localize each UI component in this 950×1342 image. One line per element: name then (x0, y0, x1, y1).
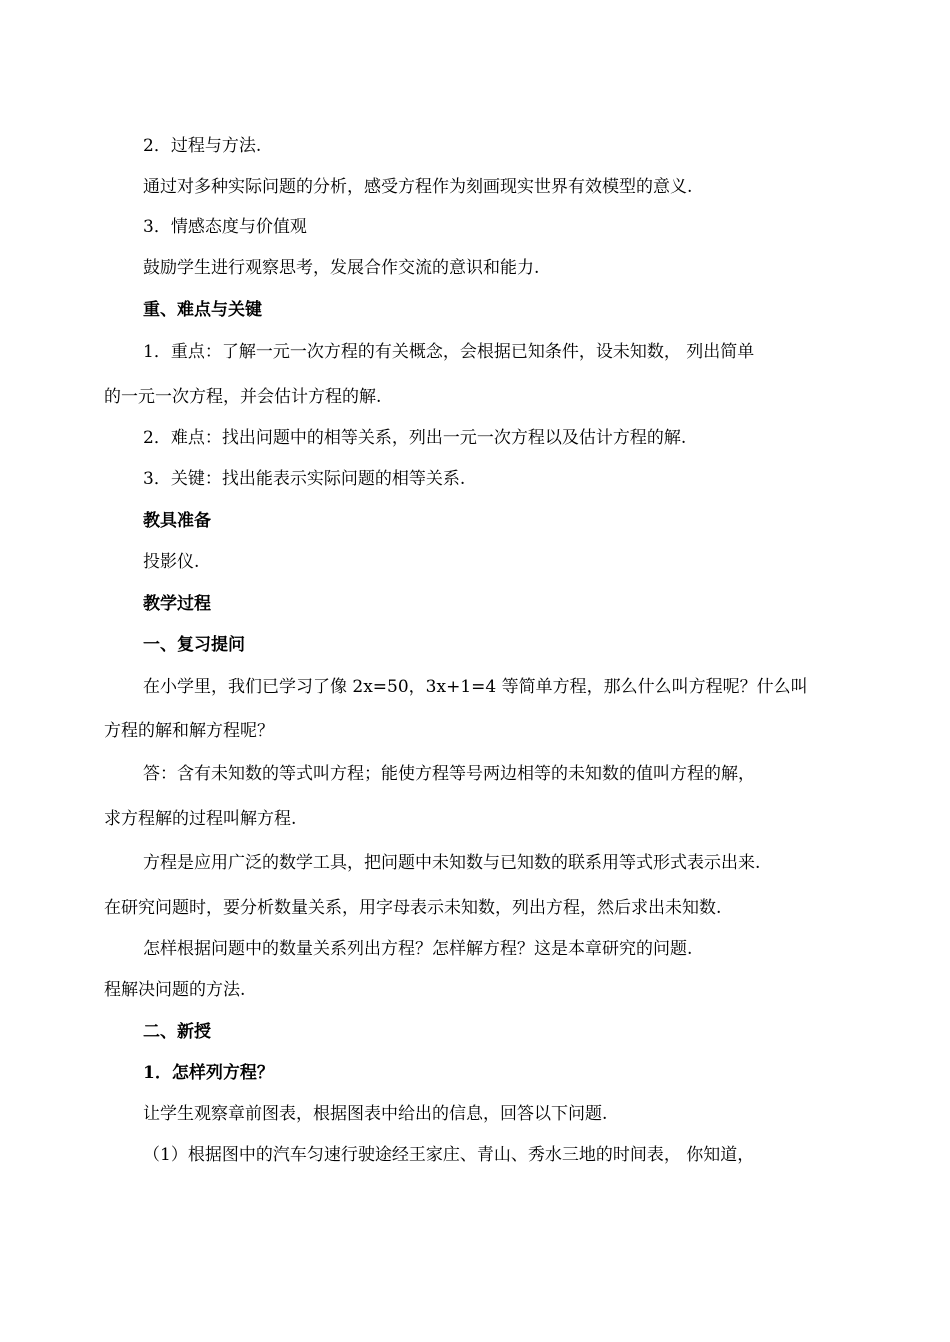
text-line-projector: 投影仪. (143, 552, 200, 572)
text-line-answer-continued: 求方程解的过程叫解方程. (104, 809, 297, 829)
text-line-observe-chart: 让学生观察章前图表，根据图表中给出的信息，回答以下问题. (143, 1104, 608, 1124)
text-line-key-point-continued: 的一元一次方程，并会估计方程的解. (104, 387, 382, 407)
text-line-key-point: 1．重点：了解一元一次方程的有关概念，会根据已知条件，设未知数， 列出简单 (143, 342, 755, 362)
text-line-answer: 答：含有未知数的等式叫方程；能使方程等号两边相等的未知数的值叫方程的解， (143, 764, 755, 784)
text-line-process-method-detail: 通过对多种实际问题的分析，感受方程作为刻画现实世界有效模型的意义. (143, 177, 693, 197)
text-line-question-one: （1）根据图中的汽车匀速行驶途经王家庄、青山、秀水三地的时间表， 你知道， (143, 1145, 755, 1165)
text-line-research-method: 在研究问题时，要分析数量关系，用字母表示未知数，列出方程，然后求出未知数. (104, 898, 722, 918)
heading-teaching-aids: 教具准备 (143, 511, 211, 531)
text-line-emotion-values: 3．情感态度与价值观 (143, 217, 307, 237)
text-line-solution-method: 程解决问题的方法. (104, 980, 246, 1000)
text-line-chapter-question: 怎样根据问题中的数量关系列出方程？怎样解方程？这是本章研究的问题. (143, 939, 693, 959)
heading-review-questions: 一、复习提问 (143, 635, 245, 655)
text-line-emotion-values-detail: 鼓励学生进行观察思考，发展合作交流的意识和能力. (143, 258, 540, 278)
text-line-process-method: 2．过程与方法. (143, 136, 262, 156)
heading-teaching-process: 教学过程 (143, 594, 211, 614)
text-line-review-question: 在小学里，我们已学习了像 2x=50，3x+1=4 等简单方程，那么什么叫方程呢？什么叫 (143, 677, 808, 697)
text-line-equation-tool: 方程是应用广泛的数学工具，把问题中未知数与已知数的联系用等式形式表示出来. (143, 853, 761, 873)
text-line-difficult-point: 2．难点：找出问题中的相等关系，列出一元一次方程以及估计方程的解. (143, 428, 687, 448)
heading-new-lesson: 二、新授 (143, 1022, 211, 1042)
text-line-crucial-point: 3．关键：找出能表示实际问题的相等关系. (143, 469, 466, 489)
heading-how-to-form-equation: 1．怎样列方程？ (143, 1063, 274, 1083)
text-line-review-question-continued: 方程的解和解方程呢？ (104, 721, 274, 741)
heading-key-difficult-points: 重、难点与关键 (143, 300, 262, 320)
